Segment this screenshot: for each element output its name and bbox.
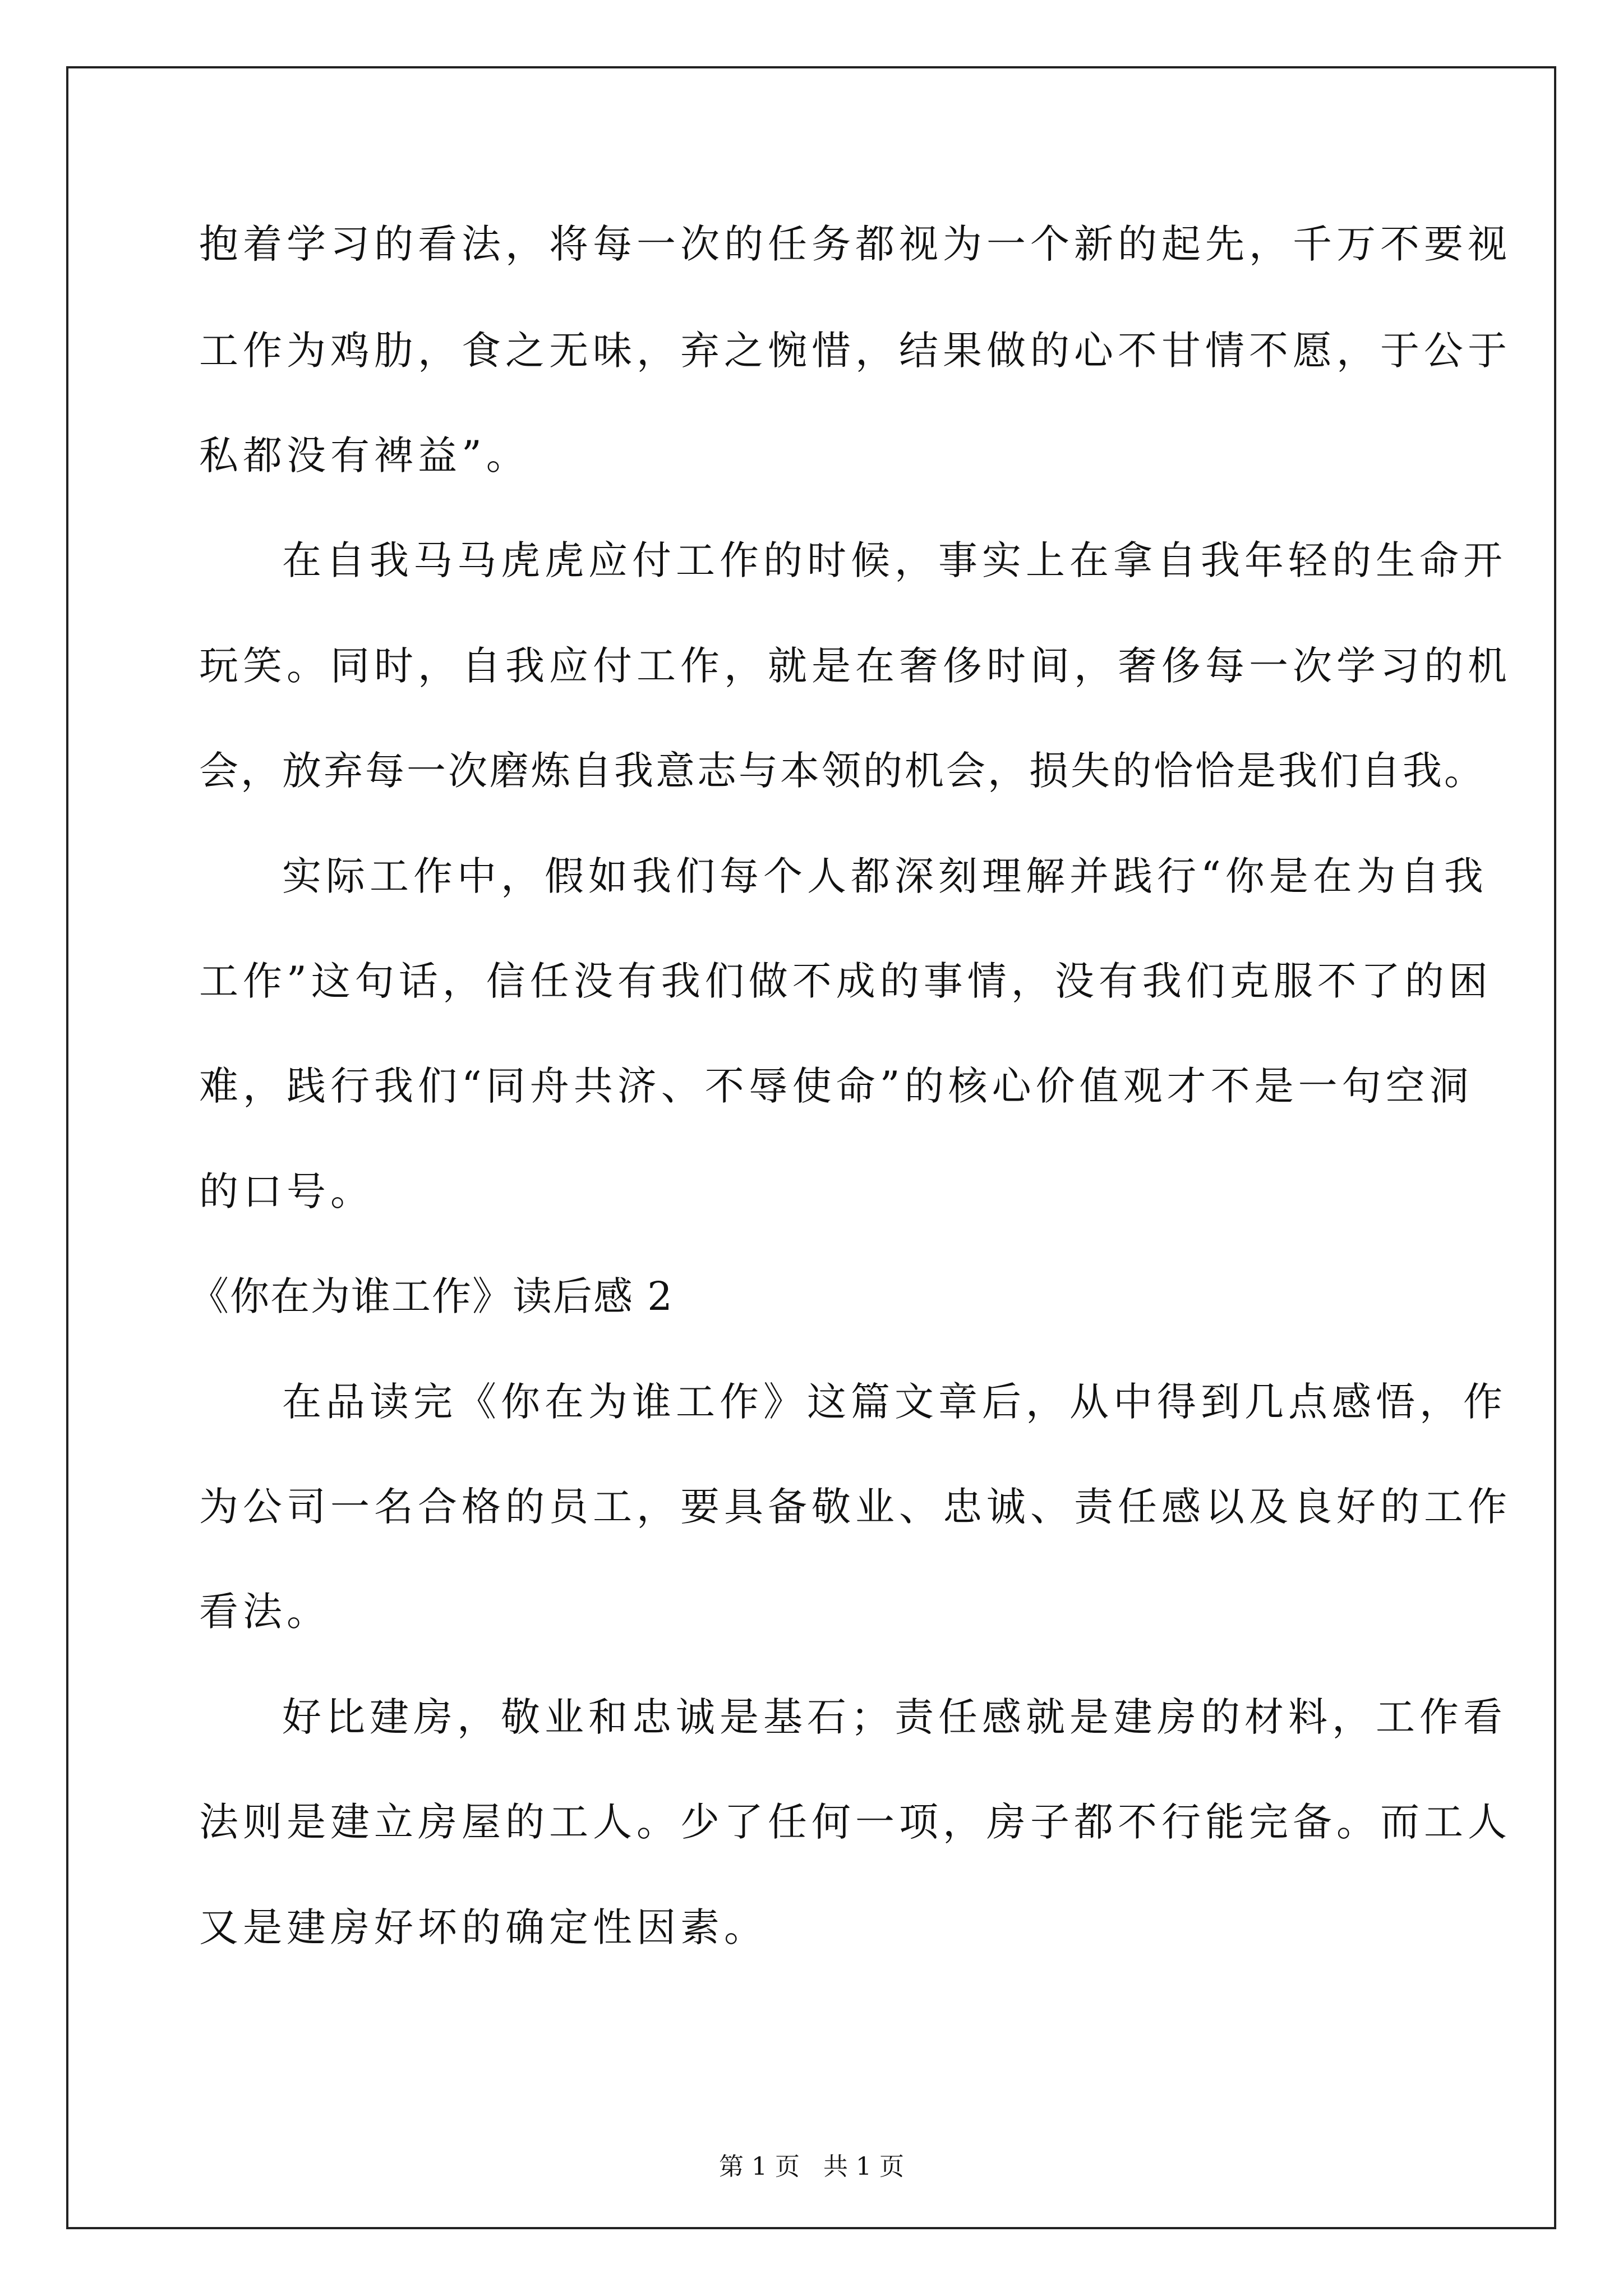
paragraph-line: 工作为鸡肋，食之无味，弃之惋惜，结果做的心不甘情不愿，于公于 [199, 328, 1511, 374]
paragraph-line: 玩笑。同时，自我应付工作，就是在奢侈时间，奢侈每一次学习的机 [199, 643, 1511, 689]
paragraph-line: 为公司一名合格的员工，要具备敬业、忠诚、责任感以及良好的工作 [199, 1484, 1511, 1530]
page-footer: 第 1 页 共 1 页 [719, 2152, 904, 2181]
paragraph-line: 的口号。 [199, 1168, 374, 1214]
paragraph-line: 在自我马马虎虎应付工作的时候，事实上在拿自我年轻的生命开 [282, 537, 1507, 583]
paragraph-line: 又是建房好坏的确定性因素。 [199, 1904, 768, 1950]
paragraph-line: 私都没有裨益”。 [199, 432, 530, 478]
paragraph-line: 难，践行我们“同舟共济、不辱使命”的核心价值观才不是一句空洞 [199, 1063, 1473, 1109]
paragraph-line: 看法。 [199, 1589, 330, 1635]
paragraph-line: 会，放弃每一次磨炼自我意志与本领的机会，损失的恰恰是我们自我。 [199, 748, 1486, 794]
paragraph-line: 工作”这句话，信任没有我们做不成的事情，没有我们克服不了的困 [199, 958, 1492, 1004]
paragraph-line: 在品读完《你在为谁工作》这篇文章后，从中得到几点感悟，作 [282, 1379, 1507, 1425]
paragraph-line: 实际工作中，假如我们每个人都深刻理解并践行“你是在为自我 [282, 853, 1488, 899]
paragraph-line: 好比建房，敬业和忠诚是基石；责任感就是建房的材料，工作看 [282, 1694, 1507, 1740]
section-heading: 《你在为谁工作》读后感 2 [190, 1273, 674, 1319]
paragraph-line: 抱着学习的看法，将每一次的任务都视为一个新的起先，千万不要视 [199, 221, 1511, 267]
paragraph-line: 法则是建立房屋的工人。少了任何一项，房子都不行能完备。而工人 [199, 1799, 1511, 1845]
